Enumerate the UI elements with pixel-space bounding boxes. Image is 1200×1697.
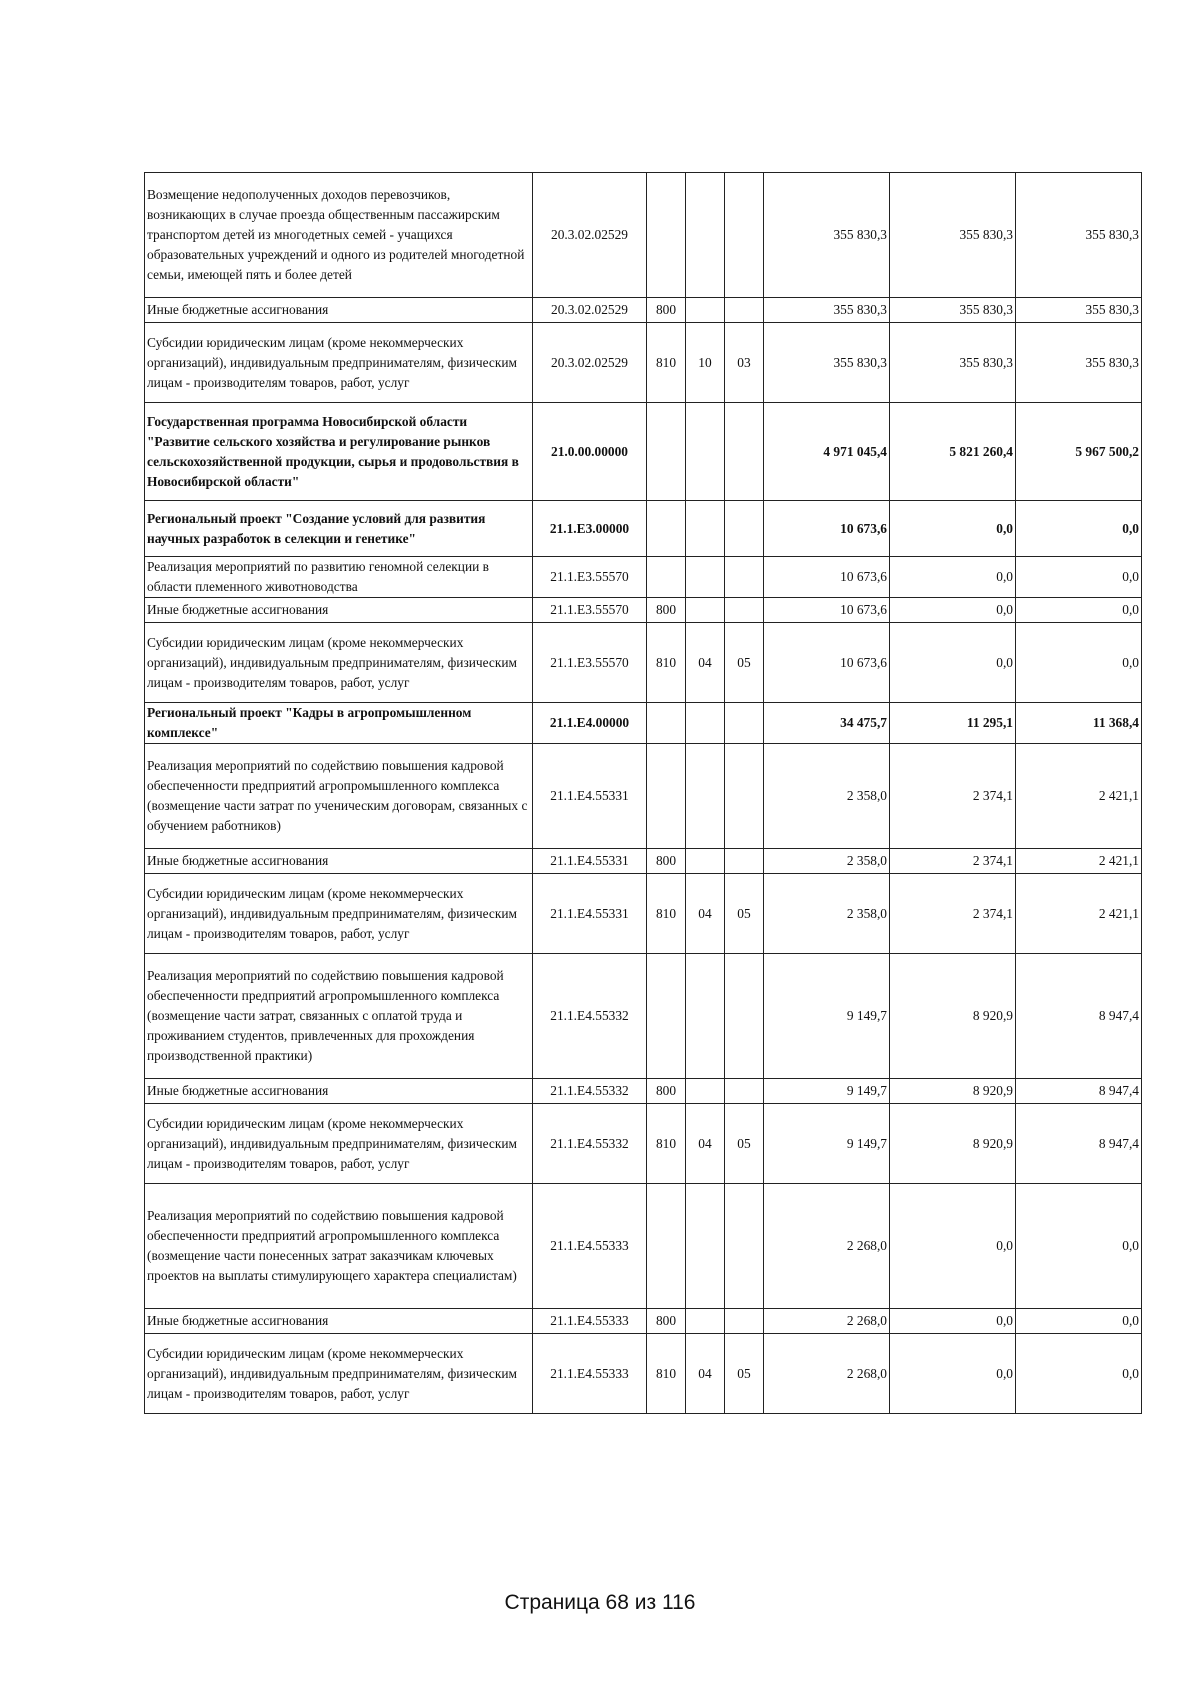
table-row — [145, 557, 1142, 598]
row-value-year3: 355 830,3 — [1016, 298, 1142, 323]
row-subsection: 05 — [725, 1104, 764, 1184]
row-name: Субсидии юридическим лицам (кроме некоммерческих организаций), индивидуальным предпринимателям, физическим лицам - производителям товаров, работ, услуг — [145, 1334, 533, 1414]
row-section — [686, 598, 725, 623]
row-value-year3: 0,0 — [1016, 557, 1142, 598]
row-code: 21.1.E3.55570 — [533, 557, 647, 598]
table-row — [145, 298, 1142, 323]
row-expense-type: 800 — [647, 298, 686, 323]
row-value-year3: 355 830,3 — [1016, 173, 1142, 298]
row-code: 21.1.E4.55333 — [533, 1309, 647, 1334]
table-row — [145, 1334, 1142, 1414]
row-value-year1: 2 358,0 — [764, 744, 890, 849]
row-expense-type — [647, 403, 686, 501]
row-name: Иные бюджетные ассигнования — [145, 1079, 533, 1104]
row-value-year2: 355 830,3 — [890, 173, 1016, 298]
row-expense-type — [647, 557, 686, 598]
row-code: 21.1.E4.55331 — [533, 744, 647, 849]
table-row — [145, 849, 1142, 874]
row-section — [686, 1184, 725, 1309]
row-subsection: 05 — [725, 874, 764, 954]
row-value-year3: 2 421,1 — [1016, 849, 1142, 874]
row-value-year2: 0,0 — [890, 598, 1016, 623]
row-value-year3: 0,0 — [1016, 1334, 1142, 1414]
row-name: Иные бюджетные ассигнования — [145, 598, 533, 623]
row-value-year2: 8 920,9 — [890, 954, 1016, 1079]
row-expense-type: 810 — [647, 874, 686, 954]
row-value-year1: 2 268,0 — [764, 1334, 890, 1414]
row-value-year3: 0,0 — [1016, 598, 1142, 623]
row-value-year1: 355 830,3 — [764, 173, 890, 298]
budget-table — [144, 172, 1142, 1414]
row-expense-type — [647, 744, 686, 849]
row-value-year1: 4 971 045,4 — [764, 403, 890, 501]
row-value-year2: 355 830,3 — [890, 298, 1016, 323]
row-name: Иные бюджетные ассигнования — [145, 298, 533, 323]
table-row — [145, 744, 1142, 849]
row-expense-type: 800 — [647, 849, 686, 874]
row-expense-type: 800 — [647, 1309, 686, 1334]
row-expense-type: 810 — [647, 1334, 686, 1414]
row-name: Возмещение недополученных доходов перевозчиков, возникающих в случае проезда общественным пассажирским транспортом детей из многодетных семей - учащихся образовательных учреждений и одного из родителей многодетной семьи, имеющей пять и более детей — [145, 173, 533, 298]
row-value-year2: 0,0 — [890, 1334, 1016, 1414]
row-code: 20.3.02.02529 — [533, 298, 647, 323]
row-code: 21.1.E4.55332 — [533, 1079, 647, 1104]
row-code: 21.1.E4.55332 — [533, 954, 647, 1079]
row-value-year1: 2 268,0 — [764, 1309, 890, 1334]
table-row — [145, 623, 1142, 703]
row-subsection — [725, 1309, 764, 1334]
row-subsection — [725, 501, 764, 557]
row-expense-type — [647, 501, 686, 557]
row-subsection — [725, 298, 764, 323]
table-row — [145, 1184, 1142, 1309]
table-row — [145, 403, 1142, 501]
row-subsection: 05 — [725, 1334, 764, 1414]
row-expense-type: 810 — [647, 1104, 686, 1184]
row-value-year3: 0,0 — [1016, 1184, 1142, 1309]
row-value-year3: 11 368,4 — [1016, 703, 1142, 744]
row-value-year1: 10 673,6 — [764, 598, 890, 623]
row-section: 04 — [686, 874, 725, 954]
row-value-year1: 355 830,3 — [764, 298, 890, 323]
row-name: Региональный проект "Кадры в агропромышленном комплексе" — [145, 703, 533, 744]
row-subsection — [725, 598, 764, 623]
row-value-year1: 2 358,0 — [764, 849, 890, 874]
row-value-year2: 8 920,9 — [890, 1104, 1016, 1184]
row-section — [686, 501, 725, 557]
table-row — [145, 703, 1142, 744]
row-name: Иные бюджетные ассигнования — [145, 849, 533, 874]
row-code: 21.1.E4.00000 — [533, 703, 647, 744]
row-value-year3: 0,0 — [1016, 501, 1142, 557]
row-code: 21.1.E4.55333 — [533, 1334, 647, 1414]
row-section: 04 — [686, 623, 725, 703]
row-name: Реализация мероприятий по содействию повышения кадровой обеспеченности предприятий агропромышленного комплекса (возмещение части понесенных затрат заказчикам ключевых проектов на выплаты стимулирующего характера специалистам) — [145, 1184, 533, 1309]
row-code: 21.1.E3.55570 — [533, 623, 647, 703]
row-section — [686, 703, 725, 744]
row-name: Субсидии юридическим лицам (кроме некоммерческих организаций), индивидуальным предпринимателям, физическим лицам - производителям товаров, работ, услуг — [145, 623, 533, 703]
row-subsection — [725, 403, 764, 501]
row-section — [686, 1079, 725, 1104]
row-subsection: 03 — [725, 323, 764, 403]
row-value-year1: 9 149,7 — [764, 1079, 890, 1104]
row-expense-type: 810 — [647, 323, 686, 403]
row-section — [686, 954, 725, 1079]
row-value-year1: 2 268,0 — [764, 1184, 890, 1309]
row-section — [686, 849, 725, 874]
table-row — [145, 1104, 1142, 1184]
row-value-year1: 10 673,6 — [764, 623, 890, 703]
row-value-year2: 0,0 — [890, 501, 1016, 557]
row-value-year2: 0,0 — [890, 1309, 1016, 1334]
row-name: Субсидии юридическим лицам (кроме некоммерческих организаций), индивидуальным предпринимателям, физическим лицам - производителям товаров, работ, услуг — [145, 323, 533, 403]
row-subsection — [725, 557, 764, 598]
page-number: Страница 68 из 116 — [504, 1591, 696, 1614]
table-row — [145, 501, 1142, 557]
row-value-year2: 8 920,9 — [890, 1079, 1016, 1104]
row-value-year2: 11 295,1 — [890, 703, 1016, 744]
row-section — [686, 403, 725, 501]
row-value-year3: 5 967 500,2 — [1016, 403, 1142, 501]
row-expense-type: 800 — [647, 1079, 686, 1104]
row-value-year3: 8 947,4 — [1016, 954, 1142, 1079]
row-subsection — [725, 744, 764, 849]
row-subsection — [725, 1079, 764, 1104]
row-name: Субсидии юридическим лицам (кроме некоммерческих организаций), индивидуальным предпринимателям, физическим лицам - производителям товаров, работ, услуг — [145, 1104, 533, 1184]
row-name: Государственная программа Новосибирской области "Развитие сельского хозяйства и регулирование рынков сельскохозяйственной продукции, сырья и продовольствия в Новосибирской области" — [145, 403, 533, 501]
row-name: Реализация мероприятий по содействию повышения кадровой обеспеченности предприятий агропромышленного комплекса (возмещение части затрат по ученическим договорам, связанных с обучением работников) — [145, 744, 533, 849]
row-subsection — [725, 1184, 764, 1309]
table-row — [145, 323, 1142, 403]
row-name: Субсидии юридическим лицам (кроме некоммерческих организаций), индивидуальным предпринимателям, физическим лицам - производителям товаров, работ, услуг — [145, 874, 533, 954]
table-row — [145, 1309, 1142, 1334]
row-subsection — [725, 703, 764, 744]
row-name: Реализация мероприятий по содействию повышения кадровой обеспеченности предприятий агропромышленного комплекса (возмещение части затрат, связанных с оплатой труда и проживанием студентов, привлеченных для прохождения производственной практики) — [145, 954, 533, 1079]
row-value-year2: 0,0 — [890, 623, 1016, 703]
table-row — [145, 1079, 1142, 1104]
row-value-year1: 10 673,6 — [764, 557, 890, 598]
row-code: 21.1.E3.55570 — [533, 598, 647, 623]
table-row — [145, 173, 1142, 298]
row-value-year3: 2 421,1 — [1016, 744, 1142, 849]
row-value-year3: 8 947,4 — [1016, 1104, 1142, 1184]
row-value-year2: 2 374,1 — [890, 744, 1016, 849]
row-section: 04 — [686, 1334, 725, 1414]
row-subsection: 05 — [725, 623, 764, 703]
table-row — [145, 874, 1142, 954]
row-section — [686, 557, 725, 598]
row-code: 21.1.E4.55332 — [533, 1104, 647, 1184]
row-code: 20.3.02.02529 — [533, 173, 647, 298]
row-value-year2: 2 374,1 — [890, 874, 1016, 954]
row-name: Иные бюджетные ассигнования — [145, 1309, 533, 1334]
row-code: 21.0.00.00000 — [533, 403, 647, 501]
row-value-year1: 2 358,0 — [764, 874, 890, 954]
row-value-year3: 8 947,4 — [1016, 1079, 1142, 1104]
row-section — [686, 744, 725, 849]
row-value-year3: 355 830,3 — [1016, 323, 1142, 403]
table-row — [145, 598, 1142, 623]
row-value-year3: 0,0 — [1016, 623, 1142, 703]
row-value-year1: 9 149,7 — [764, 954, 890, 1079]
row-value-year2: 5 821 260,4 — [890, 403, 1016, 501]
row-section: 10 — [686, 323, 725, 403]
row-subsection — [725, 954, 764, 1079]
row-expense-type: 810 — [647, 623, 686, 703]
row-name: Региональный проект "Создание условий для развития научных разработок в селекции и генетике" — [145, 501, 533, 557]
row-section — [686, 173, 725, 298]
row-subsection — [725, 849, 764, 874]
row-code: 21.1.E4.55331 — [533, 874, 647, 954]
row-value-year3: 0,0 — [1016, 1309, 1142, 1334]
row-expense-type — [647, 954, 686, 1079]
row-code: 20.3.02.02529 — [533, 323, 647, 403]
row-value-year1: 9 149,7 — [764, 1104, 890, 1184]
row-expense-type — [647, 1184, 686, 1309]
row-section — [686, 1309, 725, 1334]
table-row — [145, 954, 1142, 1079]
row-expense-type — [647, 703, 686, 744]
row-value-year2: 0,0 — [890, 557, 1016, 598]
row-value-year1: 10 673,6 — [764, 501, 890, 557]
row-code: 21.1.E4.55331 — [533, 849, 647, 874]
row-code: 21.1.E3.00000 — [533, 501, 647, 557]
row-value-year2: 355 830,3 — [890, 323, 1016, 403]
row-value-year2: 0,0 — [890, 1184, 1016, 1309]
table-body — [145, 173, 1142, 1414]
row-name: Реализация мероприятий по развитию геномной селекции в области племенного животноводства — [145, 557, 533, 598]
row-section: 04 — [686, 1104, 725, 1184]
row-value-year1: 355 830,3 — [764, 323, 890, 403]
row-subsection — [725, 173, 764, 298]
row-expense-type — [647, 173, 686, 298]
row-expense-type: 800 — [647, 598, 686, 623]
row-value-year3: 2 421,1 — [1016, 874, 1142, 954]
row-value-year2: 2 374,1 — [890, 849, 1016, 874]
row-section — [686, 298, 725, 323]
row-code: 21.1.E4.55333 — [533, 1184, 647, 1309]
row-value-year1: 34 475,7 — [764, 703, 890, 744]
